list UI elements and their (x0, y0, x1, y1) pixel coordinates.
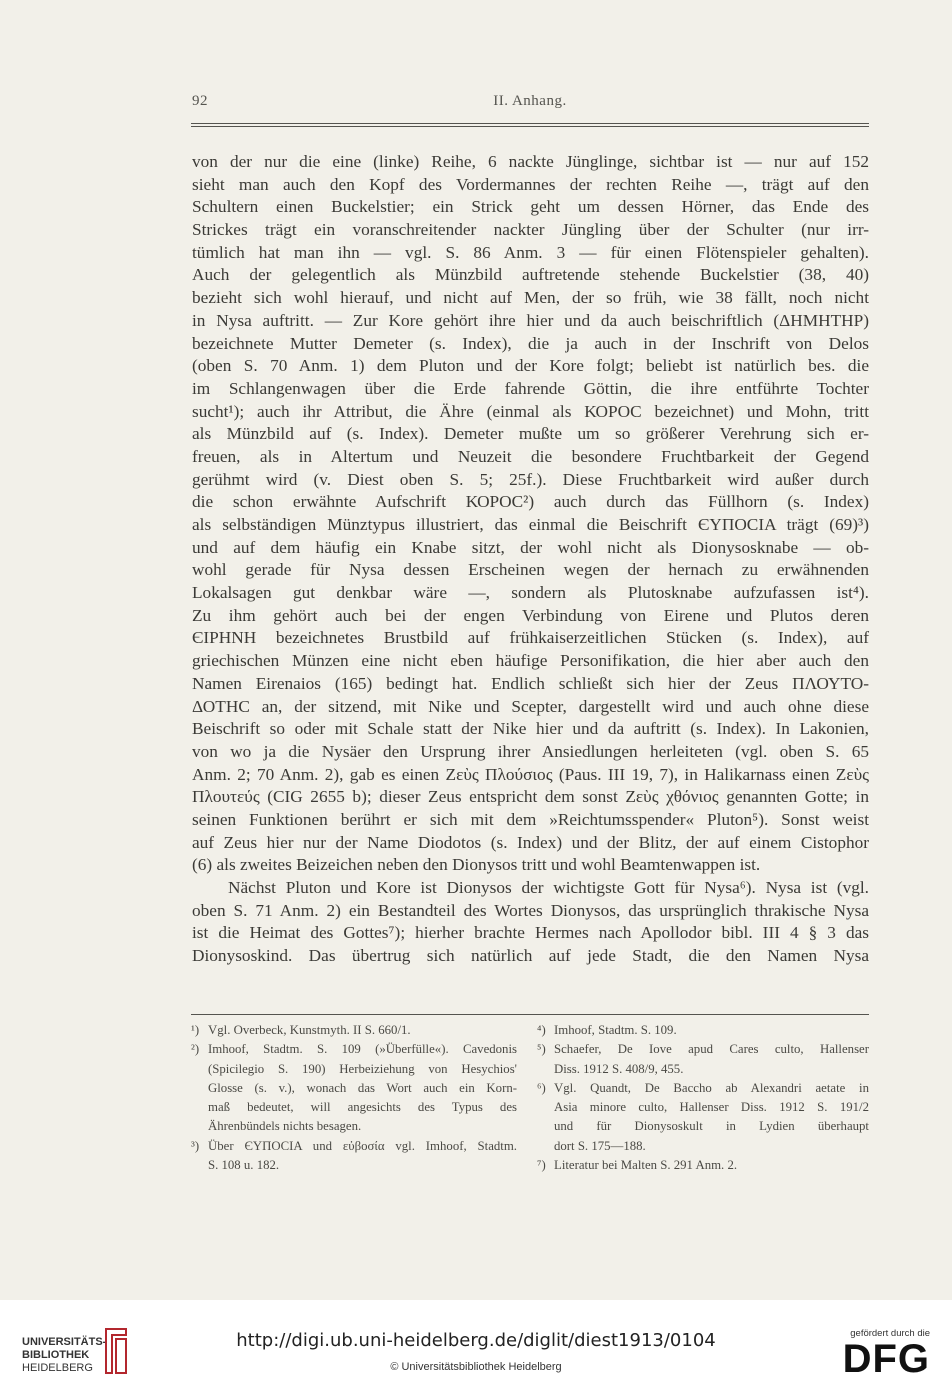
text-line: Dionysoskind. Das übertrug sich natürlich auf jede Stadt, die den Namen Nysa (192, 946, 869, 966)
running-title: II. Anhang. (493, 93, 567, 109)
footnote-mark: ⁷) (537, 1158, 546, 1173)
text-line: freuen, als in Altertum und Neuzeit die besondere Fruchtbarkeit der Gegend (192, 446, 869, 466)
text-line: wohl gerade für Nysa dessen Erscheinen wegen der hernach zu erwähnenden (192, 560, 869, 580)
header-rule (191, 123, 869, 124)
text-line: gerühmt wird (v. Diest oben S. 5; 25f.). Diese Fruchtbarkeit wird außer durch (192, 469, 869, 489)
footnote (191, 1040, 517, 1136)
footnotes-right-column (537, 1021, 869, 1175)
footnote (537, 1079, 869, 1156)
footnote-line: Glosse (s. v.), wonach das Wort auch ein Korn- (208, 1080, 517, 1095)
footnote-line: S. 108 u. 182. (208, 1158, 280, 1173)
page-number: 92 (192, 93, 208, 109)
text-line: oben S. 71 Anm. 2) ein Bestandteil des Wortes Dionysos, das ursprünglich thrakische Nysa (192, 900, 869, 920)
footnote-line: maß bedeutet, will angesichts des Typus des (208, 1100, 517, 1115)
footnote-mark: ⁶) (537, 1080, 546, 1095)
footnote-line: Asia minore culto, Hallenser Diss. 1912 S. 191/2 (554, 1100, 869, 1115)
footnote-mark: ²) (191, 1042, 200, 1057)
text-line: Strickes trägt ein voranschreitender nackter Jüngling über der Schulter (nur irr- (192, 220, 869, 240)
text-line: die schon erwähnte Aufschrift ΚΟΡΟC²) auch durch das Füllhorn (s. Index) (192, 492, 869, 512)
running-header (192, 93, 868, 115)
text-line: auf Zeus hier nur der Name Diodotos (s. Index) und der Blitz, der auf einem Cistophor (192, 832, 869, 852)
text-line: (oben S. 70 Anm. 1) dem Pluton und der Kore folgt; beliebt ist natürlich bes. die (192, 356, 869, 376)
footnote-line: und für Dionysoskult in Lydien überhaupt (554, 1119, 869, 1134)
text-line: Namen Eirenaios (165) bedingt hat. Endlich schließt sich hier der Zeus ΠΛΟΥΤΟ- (192, 673, 869, 693)
text-line: in Nysa auftritt. — Zur Kore gehört ihre hier und da auch beischriftlich (ΔΗΜΗΤΗΡ) (192, 310, 869, 330)
footnote-mark: ³) (191, 1138, 200, 1153)
text-line: tümlich hat man ihn — vgl. S. 86 Anm. 3 — für einen Flötenspieler gehalten). (192, 242, 869, 262)
text-line: Auch der gelegentlich als Münzbild auftretende stehende Buckelstier (38, 40) (192, 265, 869, 285)
footnote-line: Vgl. Overbeck, Kunstmyth. II S. 660/1. (208, 1023, 411, 1037)
funder-name: DFG (842, 1337, 930, 1381)
footnote-mark: ¹) (191, 1023, 200, 1037)
footnote (191, 1021, 517, 1040)
text-line: ЄΙΡΗΝΗ bezeichnetes Brustbild auf frühkaiserzeitlichen Stücken (s. Index), auf (192, 628, 869, 648)
footnote-mark: ⁴) (537, 1023, 546, 1037)
text-line: von wo ja die Nysäer den Ursprung ihrer Ansiedlungen herleiteten (vgl. oben S. 65 (192, 741, 869, 761)
footnote-line: Diss. 1912 S. 408/9, 455. (554, 1061, 684, 1076)
body-text (192, 151, 869, 968)
text-line: Beischrift so oder mit Schale statt der Nike hier und da auftritt (s. Index). In Lakonien, (192, 719, 869, 739)
text-line: griechischen Münzen eine nicht eben häufige Personifikation, die hier aber auch den (192, 651, 869, 671)
footnote (537, 1040, 869, 1079)
footnote-line: (Spicilegio S. 190) Herbeiziehung von Hesychios' (208, 1061, 517, 1076)
footnote-mark: ⁵) (537, 1042, 546, 1057)
text-line: als Münzbild auf (s. Index). Demeter mußte um so größerer Verehrung sich er- (192, 424, 869, 444)
text-line: ist die Heimat des Gottes⁷); hierher brachte Hermes nach Apollodor bibl. III 4 § 3 das (192, 923, 869, 943)
footnote-line: Über ЄΥΠΟCΙΑ und εὐβοσία vgl. Imhoof, Stadtm. (208, 1138, 517, 1153)
footnote-rule (191, 1014, 869, 1015)
text-line: Anm. 2; 70 Anm. 2), gab es einen Ζεὺς Πλούσιος (Paus. III 19, 7), in Halikarnass einen Ζεὺς (192, 764, 869, 784)
text-line: Lokalsagen gut denkbar wäre —, sondern als Plutosknabe aufzufassen ist⁴). (192, 583, 869, 603)
footnotes-left-column (191, 1021, 517, 1175)
text-line: Zu ihm gehört auch bei der engen Verbindung von Eirene und Plutos deren (192, 605, 869, 625)
text-line: ΔΟΤΗC an, der sitzend, mit Nike und Scepter, dargestellt wird und auch ohne diese (192, 696, 869, 716)
footnote-line: Ährenbündels nichts besagen. (208, 1119, 362, 1134)
footnote (191, 1137, 517, 1176)
text-line: Schultern einen Buckelstier; ein Strick geht um dessen Hörner, das Ende des (192, 197, 869, 217)
digitization-footer (0, 1300, 952, 1388)
text-line: sieht man auch den Kopf des Vordermannes der rechten Reihe —, trägt auf den (192, 174, 869, 194)
permalink-url[interactable]: http://digi.ub.uni-heidelberg.de/diglit/diest1913/0104 (236, 1330, 716, 1351)
footnote-line: dort S. 175—188. (554, 1138, 646, 1153)
footnote-line: Vgl. Quandt, De Baccho ab Alexandri aetate in (554, 1080, 869, 1095)
text-line: seinen Funktionen berührt er sich mit dem »Reichtumsspender« Pluton⁵). Sonst weist (192, 809, 869, 829)
text-line: Πλουτεύς (CIG 2655 b); dieser Zeus entspricht dem sonst Ζεὺς χθόνιος genannten Gotte; in (192, 787, 869, 807)
text-line: bezeichnete Mutter Demeter (s. Index), die ja auch in der Inschrift von Delos (192, 333, 869, 353)
text-line: Nächst Pluton und Kore ist Dionysos der wichtigste Gott für Nysa⁶). Nysa ist (vgl. (228, 878, 869, 897)
text-line: und auf dem häufig ein Knabe sitzt, der wohl nicht als Dionysosknabe — ob- (192, 537, 869, 557)
dfg-logo[interactable] (830, 1328, 930, 1379)
copyright-notice: © Universitätsbibliothek Heidelberg (390, 1361, 562, 1373)
footnote (537, 1021, 869, 1040)
text-line: sucht¹); auch ihr Attribut, die Ähre (einmal als ΚΟΡΟC bezeichnet) und Mohn, tritt (192, 401, 869, 421)
library-name: UNIVERSITÄTS- BIBLIOTHEK HEIDELBERG (22, 1336, 107, 1374)
footnote-line: Imhoof, Stadtm. S. 109. (554, 1023, 677, 1037)
footnote-line: Schaefer, De Iove apud Cares culto, Hallenser (554, 1042, 869, 1057)
footnote-line: Imhoof, Stadtm. S. 109 (»Überfülle«). Cavedonis (208, 1042, 517, 1057)
text-line: im Schlangenwagen über die Erde fahrende Göttin, die ihre entführte Tochter (192, 378, 869, 398)
text-line: als selbständigen Münztypus illustriert, das einmal die Beischrift ЄΥΠΟCΙΑ trägt (69)³) (192, 515, 869, 534)
text-line: von der nur die eine (linke) Reihe, 6 nackte Jünglinge, sichtbar ist — nur auf 152 (192, 152, 869, 171)
header-rule-double (191, 126, 869, 127)
text-line: bezieht sich wohl hierauf, und nicht auf Men, der so früh, wie 38 fällt, noch nicht (192, 288, 869, 308)
funding-label: gefördert durch die (850, 1328, 930, 1339)
footnote-line: Literatur bei Malten S. 291 Anm. 2. (554, 1158, 738, 1173)
text-line: (6) als zweites Beizeichen neben den Dionysos tritt und wohl Beamtenwappen ist. (192, 855, 761, 875)
footnote (537, 1156, 869, 1175)
